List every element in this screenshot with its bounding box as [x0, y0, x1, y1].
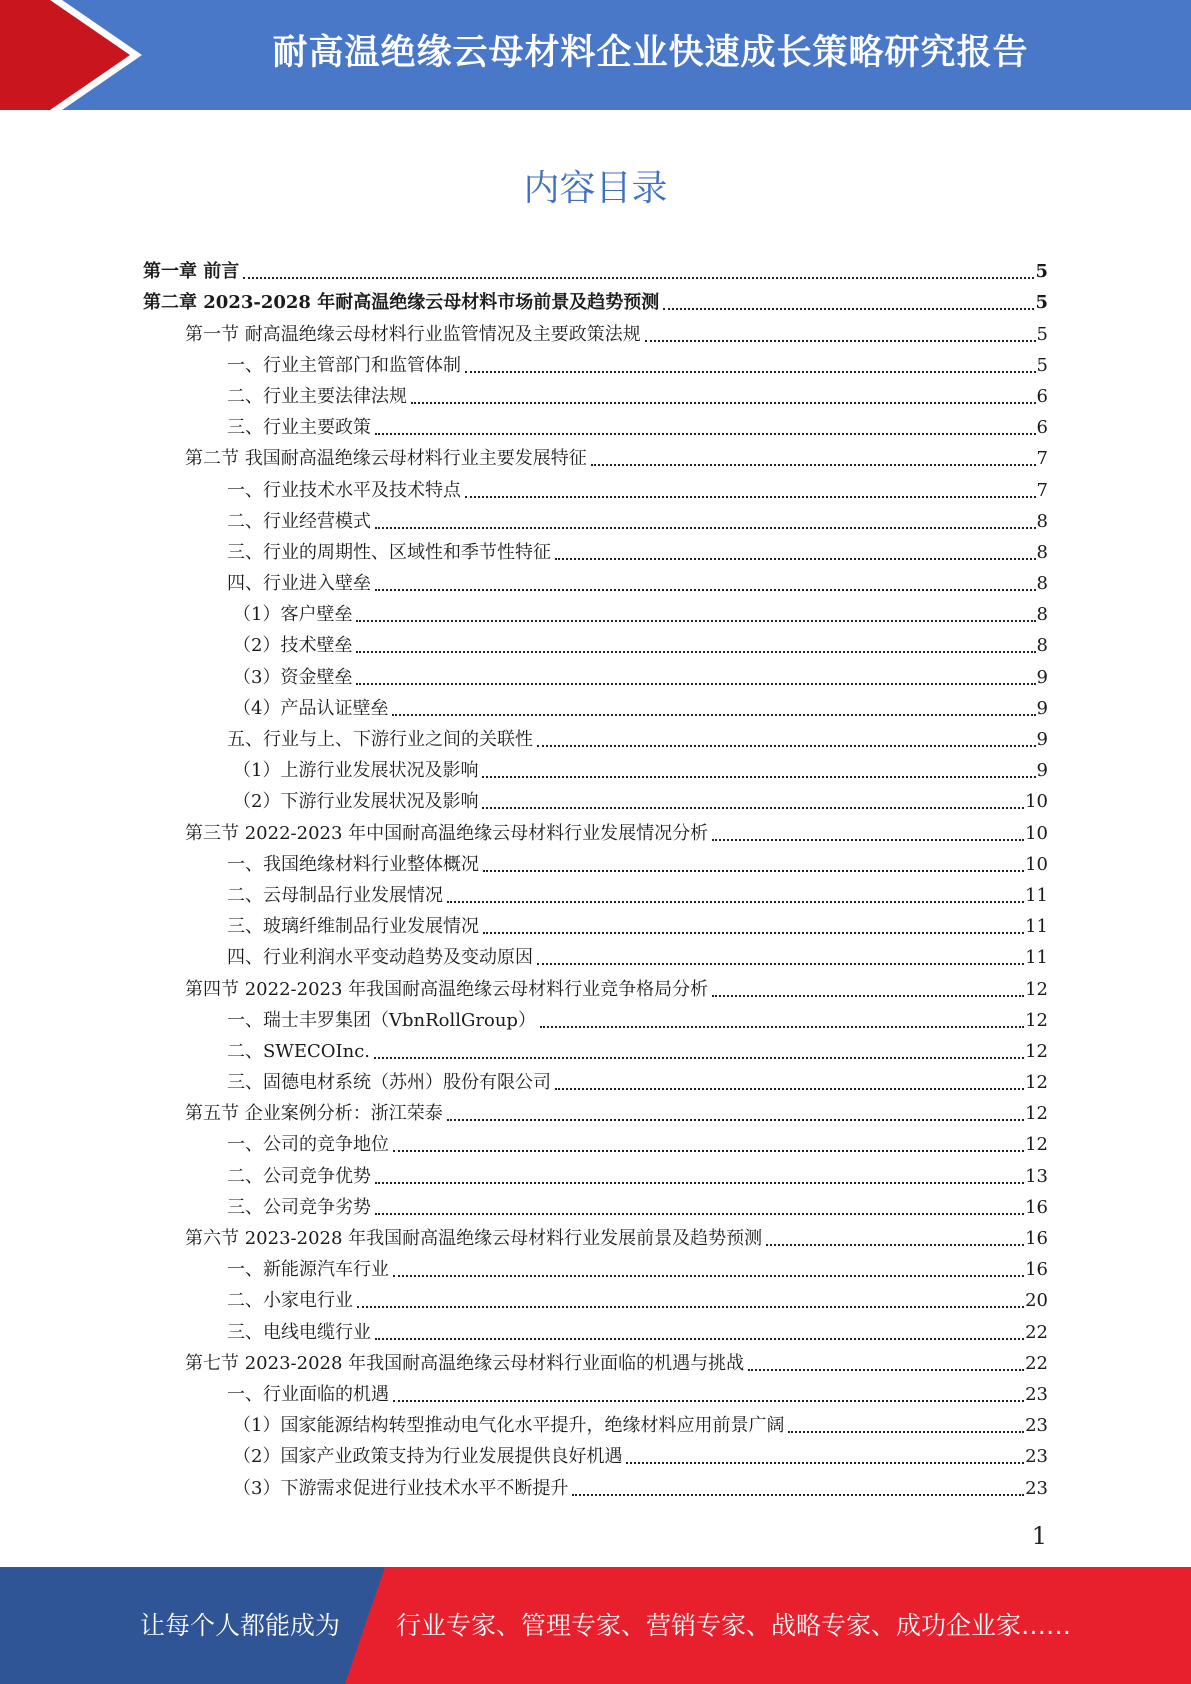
- footer-slogan-right: 行业专家、管理专家、营销专家、战略专家、成功企业家……: [396, 1611, 1072, 1640]
- toc-entry-title: （2）技术壁垒: [233, 635, 353, 657]
- toc-entry-title: 一、公司的竞争地位: [227, 1134, 389, 1156]
- toc-leader-dots: [482, 806, 1024, 809]
- toc-entry[interactable]: [143, 1063, 1048, 1094]
- toc-entry[interactable]: [143, 938, 1048, 969]
- toc-entry-page: 11: [1025, 916, 1048, 938]
- toc-entry-page: 22: [1025, 1321, 1048, 1343]
- toc-entry[interactable]: [143, 1375, 1048, 1406]
- toc-entry-page: 8: [1036, 635, 1048, 657]
- toc-entry-page: 23: [1025, 1383, 1048, 1405]
- toc-entry-page: 5: [1035, 292, 1048, 314]
- toc-entry-page: 6: [1036, 417, 1048, 439]
- toc-entry[interactable]: [143, 720, 1048, 751]
- toc-entry-page: 12: [1025, 978, 1048, 1000]
- toc-leader-dots: [243, 276, 1034, 279]
- toc-entry-title: 第一章 前言: [143, 261, 240, 283]
- toc-entry-title: 一、我国绝缘材料行业整体概况: [227, 853, 479, 875]
- toc-entry[interactable]: [143, 595, 1048, 626]
- toc-entry-title: （2）国家产业政策支持为行业发展提供良好机遇: [233, 1446, 623, 1468]
- toc-leader-dots: [375, 1337, 1024, 1340]
- toc-entry-page: 12: [1025, 1040, 1048, 1062]
- toc-entry-title: 第四节 2022-2023 年我国耐高温绝缘云母材料行业竞争格局分析: [185, 978, 709, 1000]
- toc-entry-page: 5: [1036, 354, 1048, 376]
- toc-entry[interactable]: [143, 439, 1048, 470]
- toc-entry[interactable]: [143, 1188, 1048, 1219]
- toc-entry-page: 12: [1025, 1134, 1048, 1156]
- toc-entry-page: 9: [1036, 697, 1048, 719]
- toc-entry[interactable]: [143, 751, 1048, 782]
- toc-leader-dots: [411, 401, 1036, 404]
- toc-entry-title: 一、行业技术水平及技术特点: [227, 479, 461, 501]
- header-band: [0, 0, 1191, 110]
- toc-entry[interactable]: [143, 1156, 1048, 1187]
- toc-leader-dots: [483, 931, 1024, 934]
- toc-entry-title: （1）客户壁垒: [233, 604, 353, 626]
- toc-entry[interactable]: [143, 1250, 1048, 1281]
- toc-entry[interactable]: [143, 907, 1048, 938]
- toc-leader-dots: [748, 1368, 1024, 1371]
- toc-entry-title: 三、固德电材系统（苏州）股份有限公司: [227, 1072, 551, 1094]
- toc-entry-title: 二、行业主要法律法规: [227, 385, 407, 407]
- toc-entry-page: 11: [1025, 947, 1048, 969]
- toc-entry[interactable]: [143, 1032, 1048, 1063]
- toc-entry-page: 12: [1025, 1103, 1048, 1125]
- toc-entry[interactable]: [143, 1406, 1048, 1437]
- toc-entry[interactable]: [143, 1125, 1048, 1156]
- toc-entry-title: 三、公司竞争劣势: [227, 1196, 371, 1218]
- toc-entry-title: （3）资金壁垒: [233, 666, 353, 688]
- toc-entry[interactable]: [143, 876, 1048, 907]
- toc-entry[interactable]: [143, 845, 1048, 876]
- toc-entry-title: 三、电线电缆行业: [227, 1321, 371, 1343]
- toc-entry-page: 7: [1036, 479, 1048, 501]
- toc-entry[interactable]: [143, 252, 1048, 283]
- toc-entry-page: 8: [1036, 573, 1048, 595]
- toc-entry-page: 23: [1025, 1477, 1048, 1499]
- toc-leader-dots: [465, 495, 1036, 498]
- toc-entry[interactable]: [143, 564, 1048, 595]
- toc-entry-title: 第七节 2023-2028 年我国耐高温绝缘云母材料行业面临的机遇与挑战: [185, 1352, 745, 1374]
- toc-entry[interactable]: [143, 408, 1048, 439]
- page-number: 1: [1031, 1522, 1047, 1550]
- toc-entry-title: 第二章 2023-2028 年耐高温绝缘云母材料市场前景及趋势预测: [143, 292, 660, 314]
- toc-leader-dots: [537, 744, 1036, 747]
- toc-entry-page: 10: [1025, 791, 1048, 813]
- toc-entry-title: 第五节 企业案例分析：浙江荣泰: [185, 1103, 443, 1125]
- toc-leader-dots: [555, 1087, 1024, 1090]
- toc-leader-dots: [374, 1056, 1024, 1059]
- toc-leader-dots: [591, 463, 1036, 466]
- toc-entry-title: 二、公司竞争优势: [227, 1165, 371, 1187]
- toc-entry-title: 二、云母制品行业发展情况: [227, 884, 443, 906]
- toc-entry[interactable]: [143, 533, 1048, 564]
- toc-leader-dots: [393, 1274, 1024, 1277]
- toc-entry-title: 三、玻璃纤维制品行业发展情况: [227, 916, 479, 938]
- toc-leader-dots: [357, 1305, 1024, 1308]
- toc-leader-dots: [712, 838, 1024, 841]
- toc-entry[interactable]: [143, 1437, 1048, 1468]
- toc-leader-dots: [356, 619, 1035, 622]
- toc-entry-page: 22: [1025, 1352, 1048, 1374]
- toc-entry-title: 四、行业进入壁垒: [227, 573, 371, 595]
- toc-leader-dots: [375, 526, 1036, 529]
- toc-leader-dots: [482, 775, 1035, 778]
- toc-entry-title: 第二节 我国耐高温绝缘云母材料行业主要发展特征: [185, 448, 587, 470]
- toc-leader-dots: [375, 588, 1036, 591]
- toc-leader-dots: [712, 994, 1024, 997]
- toc-leader-dots: [465, 370, 1036, 373]
- toc-entry-title: 四、行业利润水平变动趋势及变动原因: [227, 947, 533, 969]
- toc-entry[interactable]: [143, 283, 1048, 314]
- toc-entry-page: 12: [1025, 1009, 1048, 1031]
- toc-entry-title: 第三节 2022-2023 年中国耐高温绝缘云母材料行业发展情况分析: [185, 822, 709, 844]
- toc-entry[interactable]: [143, 502, 1048, 533]
- toc-entry-page: 16: [1025, 1228, 1048, 1249]
- toc-leader-dots: [356, 682, 1035, 685]
- toc-entry-page: 10: [1025, 853, 1048, 875]
- toc-leader-dots: [375, 1212, 1024, 1215]
- toc-entry[interactable]: [143, 1281, 1048, 1312]
- toc-entry-title: 第一节 耐高温绝缘云母材料行业监管情况及主要政策法规: [185, 323, 641, 345]
- toc-entry-title: 二、小家电行业: [227, 1290, 353, 1312]
- footer-band: [0, 1567, 1191, 1684]
- toc-leader-dots: [626, 1461, 1024, 1464]
- toc-leader-dots: [375, 432, 1036, 435]
- toc-leader-dots: [356, 650, 1035, 653]
- table-of-contents: [143, 252, 1048, 1500]
- toc-entry[interactable]: [143, 1094, 1048, 1125]
- toc-entry[interactable]: [143, 969, 1048, 1000]
- toc-entry-title: 一、行业面临的机遇: [227, 1383, 389, 1405]
- toc-leader-dots: [393, 1149, 1024, 1152]
- toc-leader-dots: [788, 1430, 1024, 1433]
- toc-entry[interactable]: [143, 813, 1048, 844]
- toc-entry[interactable]: [143, 377, 1048, 408]
- toc-leader-dots: [393, 1399, 1024, 1402]
- toc-entry-page: 5: [1035, 261, 1048, 283]
- toc-entry-title: 一、瑞士丰罗集团（VbnRollGroup）: [227, 1009, 536, 1031]
- toc-entry[interactable]: [143, 1468, 1048, 1499]
- toc-entry-title: 三、行业的周期性、区域性和季节性特征: [227, 541, 551, 563]
- toc-entry-title: （4）产品认证壁垒: [233, 697, 389, 719]
- toc-entry-title: 第六节 2023-2028 年我国耐高温绝缘云母材料行业发展前景及趋势预测: [185, 1228, 763, 1249]
- report-title: 耐高温绝缘云母材料企业快速成长策略研究报告: [272, 33, 1029, 73]
- toc-entry[interactable]: [143, 1344, 1048, 1375]
- toc-leader-dots: [540, 1025, 1024, 1028]
- toc-entry-title: 二、行业经营模式: [227, 510, 371, 532]
- toc-entry-title: （2）下游行业发展状况及影响: [233, 791, 479, 813]
- toc-entry-title: 五、行业与上、下游行业之间的关联性: [227, 729, 533, 750]
- toc-leader-dots: [447, 900, 1024, 903]
- toc-entry-page: 11: [1025, 884, 1048, 906]
- toc-entry-page: 8: [1036, 541, 1048, 563]
- toc-leader-dots: [572, 1493, 1024, 1496]
- toc-entry-title: （1）上游行业发展状况及影响: [233, 760, 479, 782]
- toc-entry-page: 8: [1036, 510, 1048, 532]
- toc-entry[interactable]: [143, 689, 1048, 720]
- toc-leader-dots: [645, 339, 1036, 342]
- toc-entry[interactable]: [143, 1312, 1048, 1343]
- toc-entry[interactable]: [143, 346, 1048, 377]
- toc-leader-dots: [555, 557, 1036, 560]
- toc-entry[interactable]: [143, 657, 1048, 688]
- toc-entry-page: 10: [1025, 822, 1048, 844]
- toc-entry-page: 5: [1036, 323, 1048, 345]
- toc-entry-title: 二、SWECOInc.: [227, 1040, 371, 1062]
- toc-entry-page: 9: [1036, 760, 1048, 782]
- toc-leader-dots: [483, 869, 1024, 872]
- toc-entry-page: 16: [1025, 1196, 1048, 1218]
- toc-leader-dots: [537, 962, 1024, 965]
- toc-entry-page: 7: [1036, 448, 1048, 470]
- toc-entry[interactable]: [143, 470, 1048, 501]
- toc-entry-title: 一、行业主管部门和监管体制: [227, 354, 461, 376]
- toc-heading: 内容目录: [523, 168, 668, 209]
- toc-entry-page: 12: [1025, 1072, 1048, 1094]
- toc-entry[interactable]: [143, 314, 1048, 345]
- toc-entry-title: （1）国家能源结构转型推动电气化水平提升，绝缘材料应用前景广阔: [233, 1415, 785, 1437]
- toc-entry-page: 13: [1025, 1165, 1048, 1187]
- toc-entry-title: 一、新能源汽车行业: [227, 1259, 389, 1281]
- toc-entry[interactable]: [143, 626, 1048, 657]
- toc-entry-page: 9: [1036, 729, 1048, 750]
- red-arrow-icon: [0, 0, 150, 110]
- toc-leader-dots: [375, 1181, 1024, 1184]
- toc-entry[interactable]: [143, 782, 1048, 813]
- toc-leader-dots: [766, 1243, 1024, 1246]
- toc-leader-dots: [663, 307, 1034, 310]
- toc-entry-page: 20: [1025, 1290, 1048, 1312]
- toc-entry-page: 8: [1036, 604, 1048, 626]
- toc-entry-page: 23: [1025, 1446, 1048, 1468]
- toc-entry-page: 9: [1036, 666, 1048, 688]
- footer-slogan-left: 让每个人都能成为: [140, 1611, 341, 1640]
- toc-entry-page: 6: [1036, 385, 1048, 407]
- toc-entry-page: 16: [1025, 1259, 1048, 1281]
- toc-entry-page: 23: [1025, 1415, 1048, 1437]
- toc-entry[interactable]: [143, 1219, 1048, 1250]
- toc-entry-title: 三、行业主要政策: [227, 417, 371, 439]
- toc-entry[interactable]: [143, 1001, 1048, 1032]
- toc-leader-dots: [447, 1118, 1024, 1121]
- toc-entry-title: （3）下游需求促进行业技术水平不断提升: [233, 1477, 569, 1499]
- toc-leader-dots: [392, 713, 1035, 716]
